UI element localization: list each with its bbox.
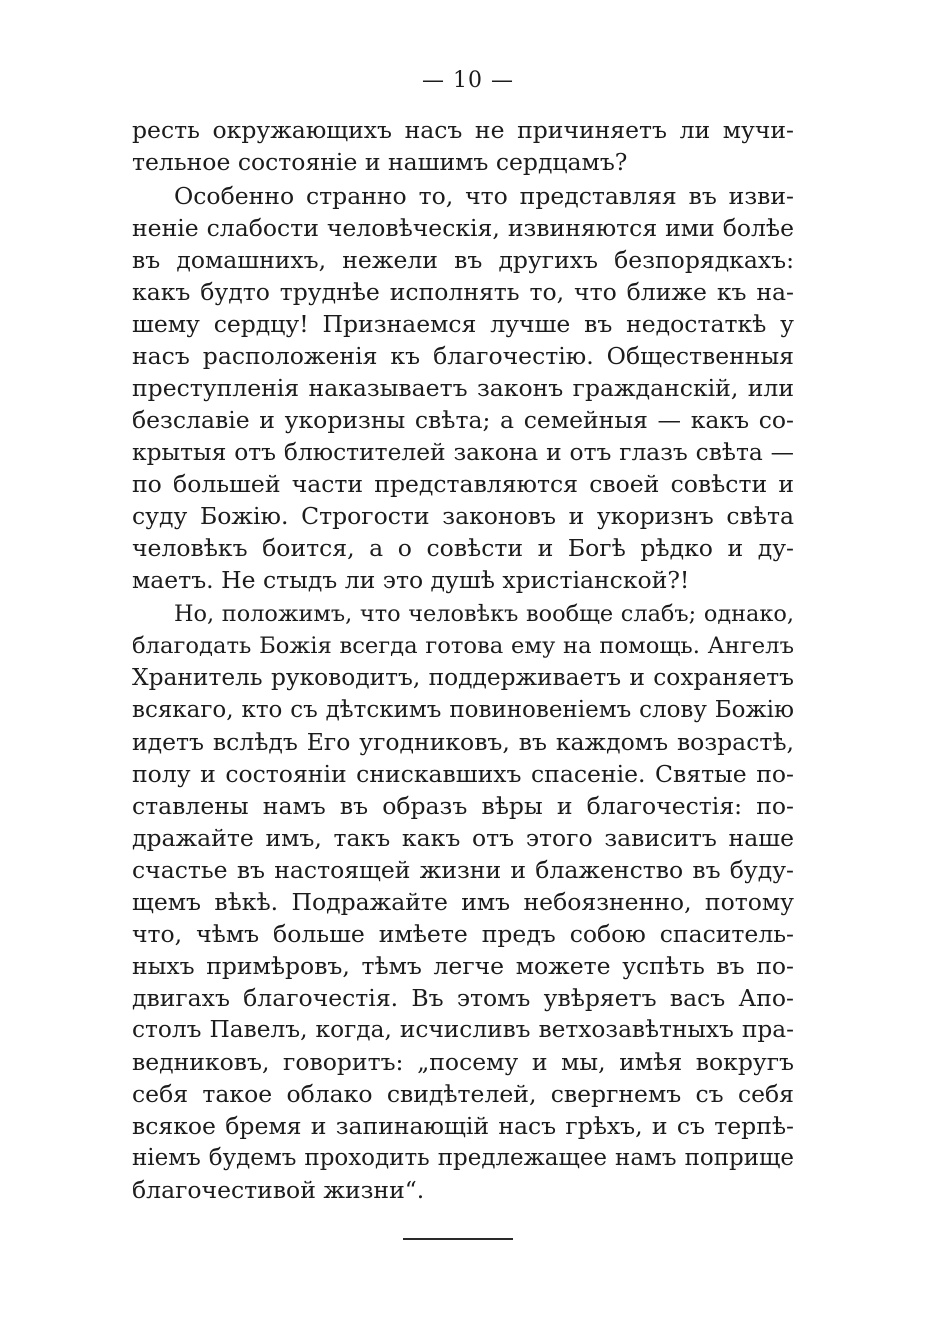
text-line: что, чѣмъ больше имѣете предъ собою спаситель- xyxy=(132,920,794,948)
text-line: суду Божію. Строгости законовъ и укоризнъ свѣта xyxy=(132,502,794,530)
text-line: благочестивой жизни“. xyxy=(132,1176,425,1204)
text-line: ведниковъ, говоритъ: „посему и мы, имѣя вокругъ xyxy=(132,1048,794,1076)
text-line: щемъ вѣкѣ. Подражайте имъ небоязненно, потому xyxy=(132,888,794,916)
text-line: всякаго, кто съ дѣтскимъ повиновеніемъ слову Божію xyxy=(132,697,794,723)
text-line: крытыя отъ блюстителей закона и отъ глазъ свѣта — xyxy=(132,438,794,466)
text-line: безславіе и укоризны свѣта; а семейныя — какъ со- xyxy=(132,406,794,434)
text-line: шему сердцу! Признаемся лучше въ недостаткѣ у xyxy=(132,310,794,338)
text-line: полу и состояніи снискавшихъ спасеніе. Святые по- xyxy=(132,760,794,788)
text-line: маетъ. Не стыдъ ли это душѣ христіанской?! xyxy=(132,566,690,594)
text-line: преступленія наказываетъ законъ гражданскій, или xyxy=(132,374,794,402)
text-line: счастье въ настоящей жизни и блаженство въ буду- xyxy=(132,856,794,884)
text-line: всякое бремя и запинающій насъ грѣхъ, и съ терпѣ- xyxy=(132,1112,794,1140)
text-line: ставлены намъ въ образъ вѣры и благочестія: по- xyxy=(132,792,794,820)
text-line: Хранитель руководитъ, поддерживаетъ и сохраняетъ xyxy=(132,664,794,691)
text-line: Особенно странно то, что представляя въ изви- xyxy=(174,182,794,210)
text-line: по большей части представляются своей совѣсти и xyxy=(132,470,794,498)
text-line: въ домашнихъ, нежели въ другихъ безпорядкахъ: xyxy=(132,246,794,274)
text-line: себя такое облако свидѣтелей, свергнемъ съ себя xyxy=(132,1080,794,1108)
text-line: столъ Павелъ, когда, исчисливъ ветхозавѣтныхъ пра- xyxy=(132,1016,794,1043)
text-line: насъ расположенія къ благочестію. Общественныя xyxy=(132,342,794,370)
text-line: тельное состояніе и нашимъ сердцамъ? xyxy=(132,148,628,176)
text-line: какъ будто труднѣе исполнять то, что ближе къ на- xyxy=(132,278,794,306)
text-line: идетъ вслѣдъ Его угодниковъ, въ каждомъ возрастѣ, xyxy=(132,728,794,756)
text-line: ніемъ будемъ проходить предлежащее намъ поприще xyxy=(132,1145,794,1171)
text-line: благодать Божія всегда готова ему на помощь. Ангелъ xyxy=(132,633,794,659)
text-line: человѣкъ боится, а о совѣсти и Богѣ рѣдко и ду- xyxy=(132,534,794,562)
text-line: ресть окружающихъ насъ не причиняетъ ли мучи- xyxy=(132,116,794,144)
text-line: Но, положимъ, что человѣкъ вообще слабъ; однако, xyxy=(174,601,794,627)
text-line: неніе слабости человѣческія, извиняются ими болѣе xyxy=(132,214,794,242)
text-line: двигахъ благочестія. Въ этомъ увѣряетъ васъ Апо- xyxy=(132,984,794,1012)
text-line: дражайте имъ, такъ какъ отъ этого зависитъ наше xyxy=(132,824,794,852)
page-number: — 10 — xyxy=(422,68,514,93)
end-divider-rule xyxy=(403,1238,513,1240)
text-line: ныхъ примѣровъ, тѣмъ легче можете успѣть въ по- xyxy=(132,952,794,980)
